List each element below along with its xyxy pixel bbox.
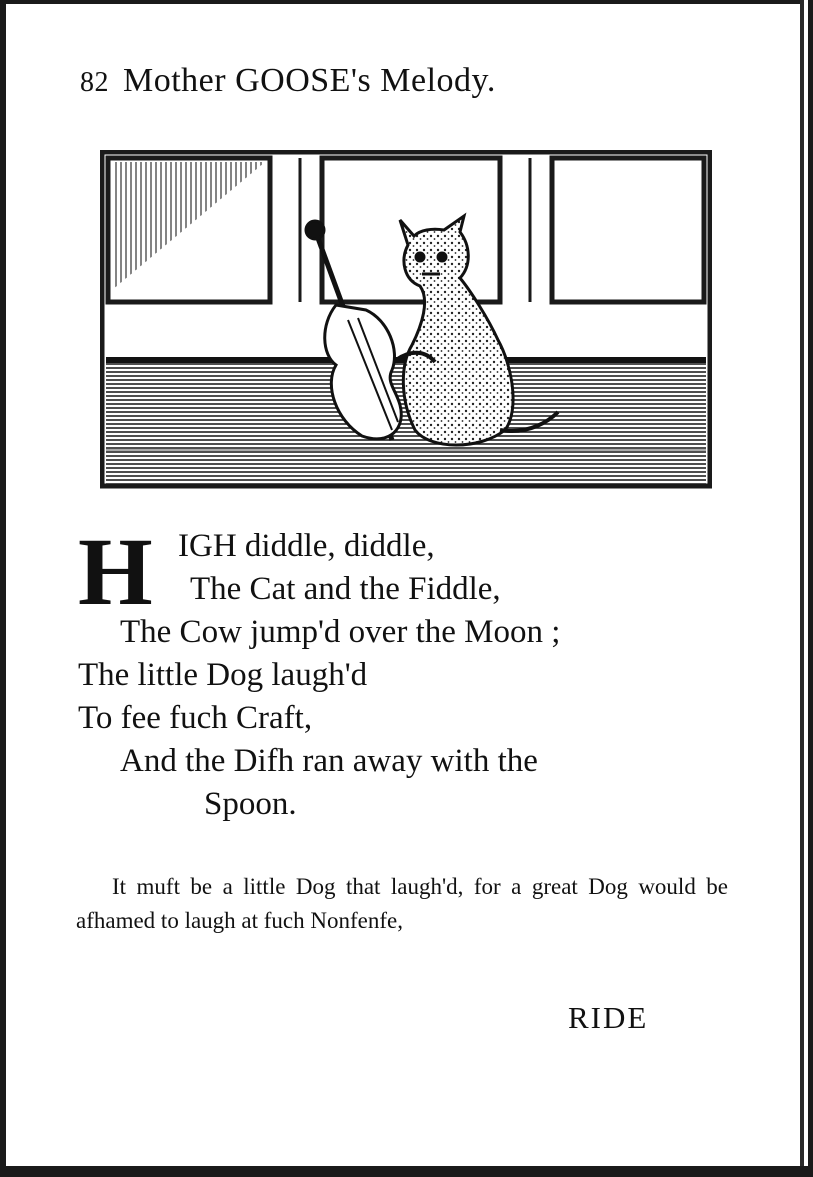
verse-line-1: IGH diddle, diddle,: [178, 528, 435, 564]
cat-with-fiddle-woodcut-icon: [100, 150, 712, 490]
verse-line-6: And the Difh ran away with the: [120, 743, 538, 779]
page-border-right: [800, 0, 804, 1177]
page-border-right-outer: [808, 0, 813, 1177]
page-border-top: [0, 0, 800, 4]
running-title: Mother GOOSE's Melody.: [123, 62, 496, 99]
page-number: 82: [80, 67, 109, 98]
page-header: [80, 62, 496, 100]
verse-line-5: To fee fuch Craft,: [78, 700, 313, 736]
verse-line-7: Spoon.: [204, 786, 297, 822]
verse-line-3: The Cow jump'd over the Moon ;: [120, 614, 561, 650]
page-border-bottom: [0, 1166, 813, 1177]
catchword: RIDE: [568, 1000, 649, 1035]
commentary-text: It muft be a little Dog that laugh'd, for a great Dog would be afhamed to laugh at fuch Nonfenfe,: [76, 874, 728, 933]
verse-line-2: The Cat and the Fiddle,: [190, 571, 501, 607]
page-border-left: [0, 0, 6, 1177]
drop-cap: H: [78, 518, 153, 625]
commentary-note: [76, 870, 728, 938]
verse-line-4: The little Dog laugh'd: [78, 657, 368, 693]
